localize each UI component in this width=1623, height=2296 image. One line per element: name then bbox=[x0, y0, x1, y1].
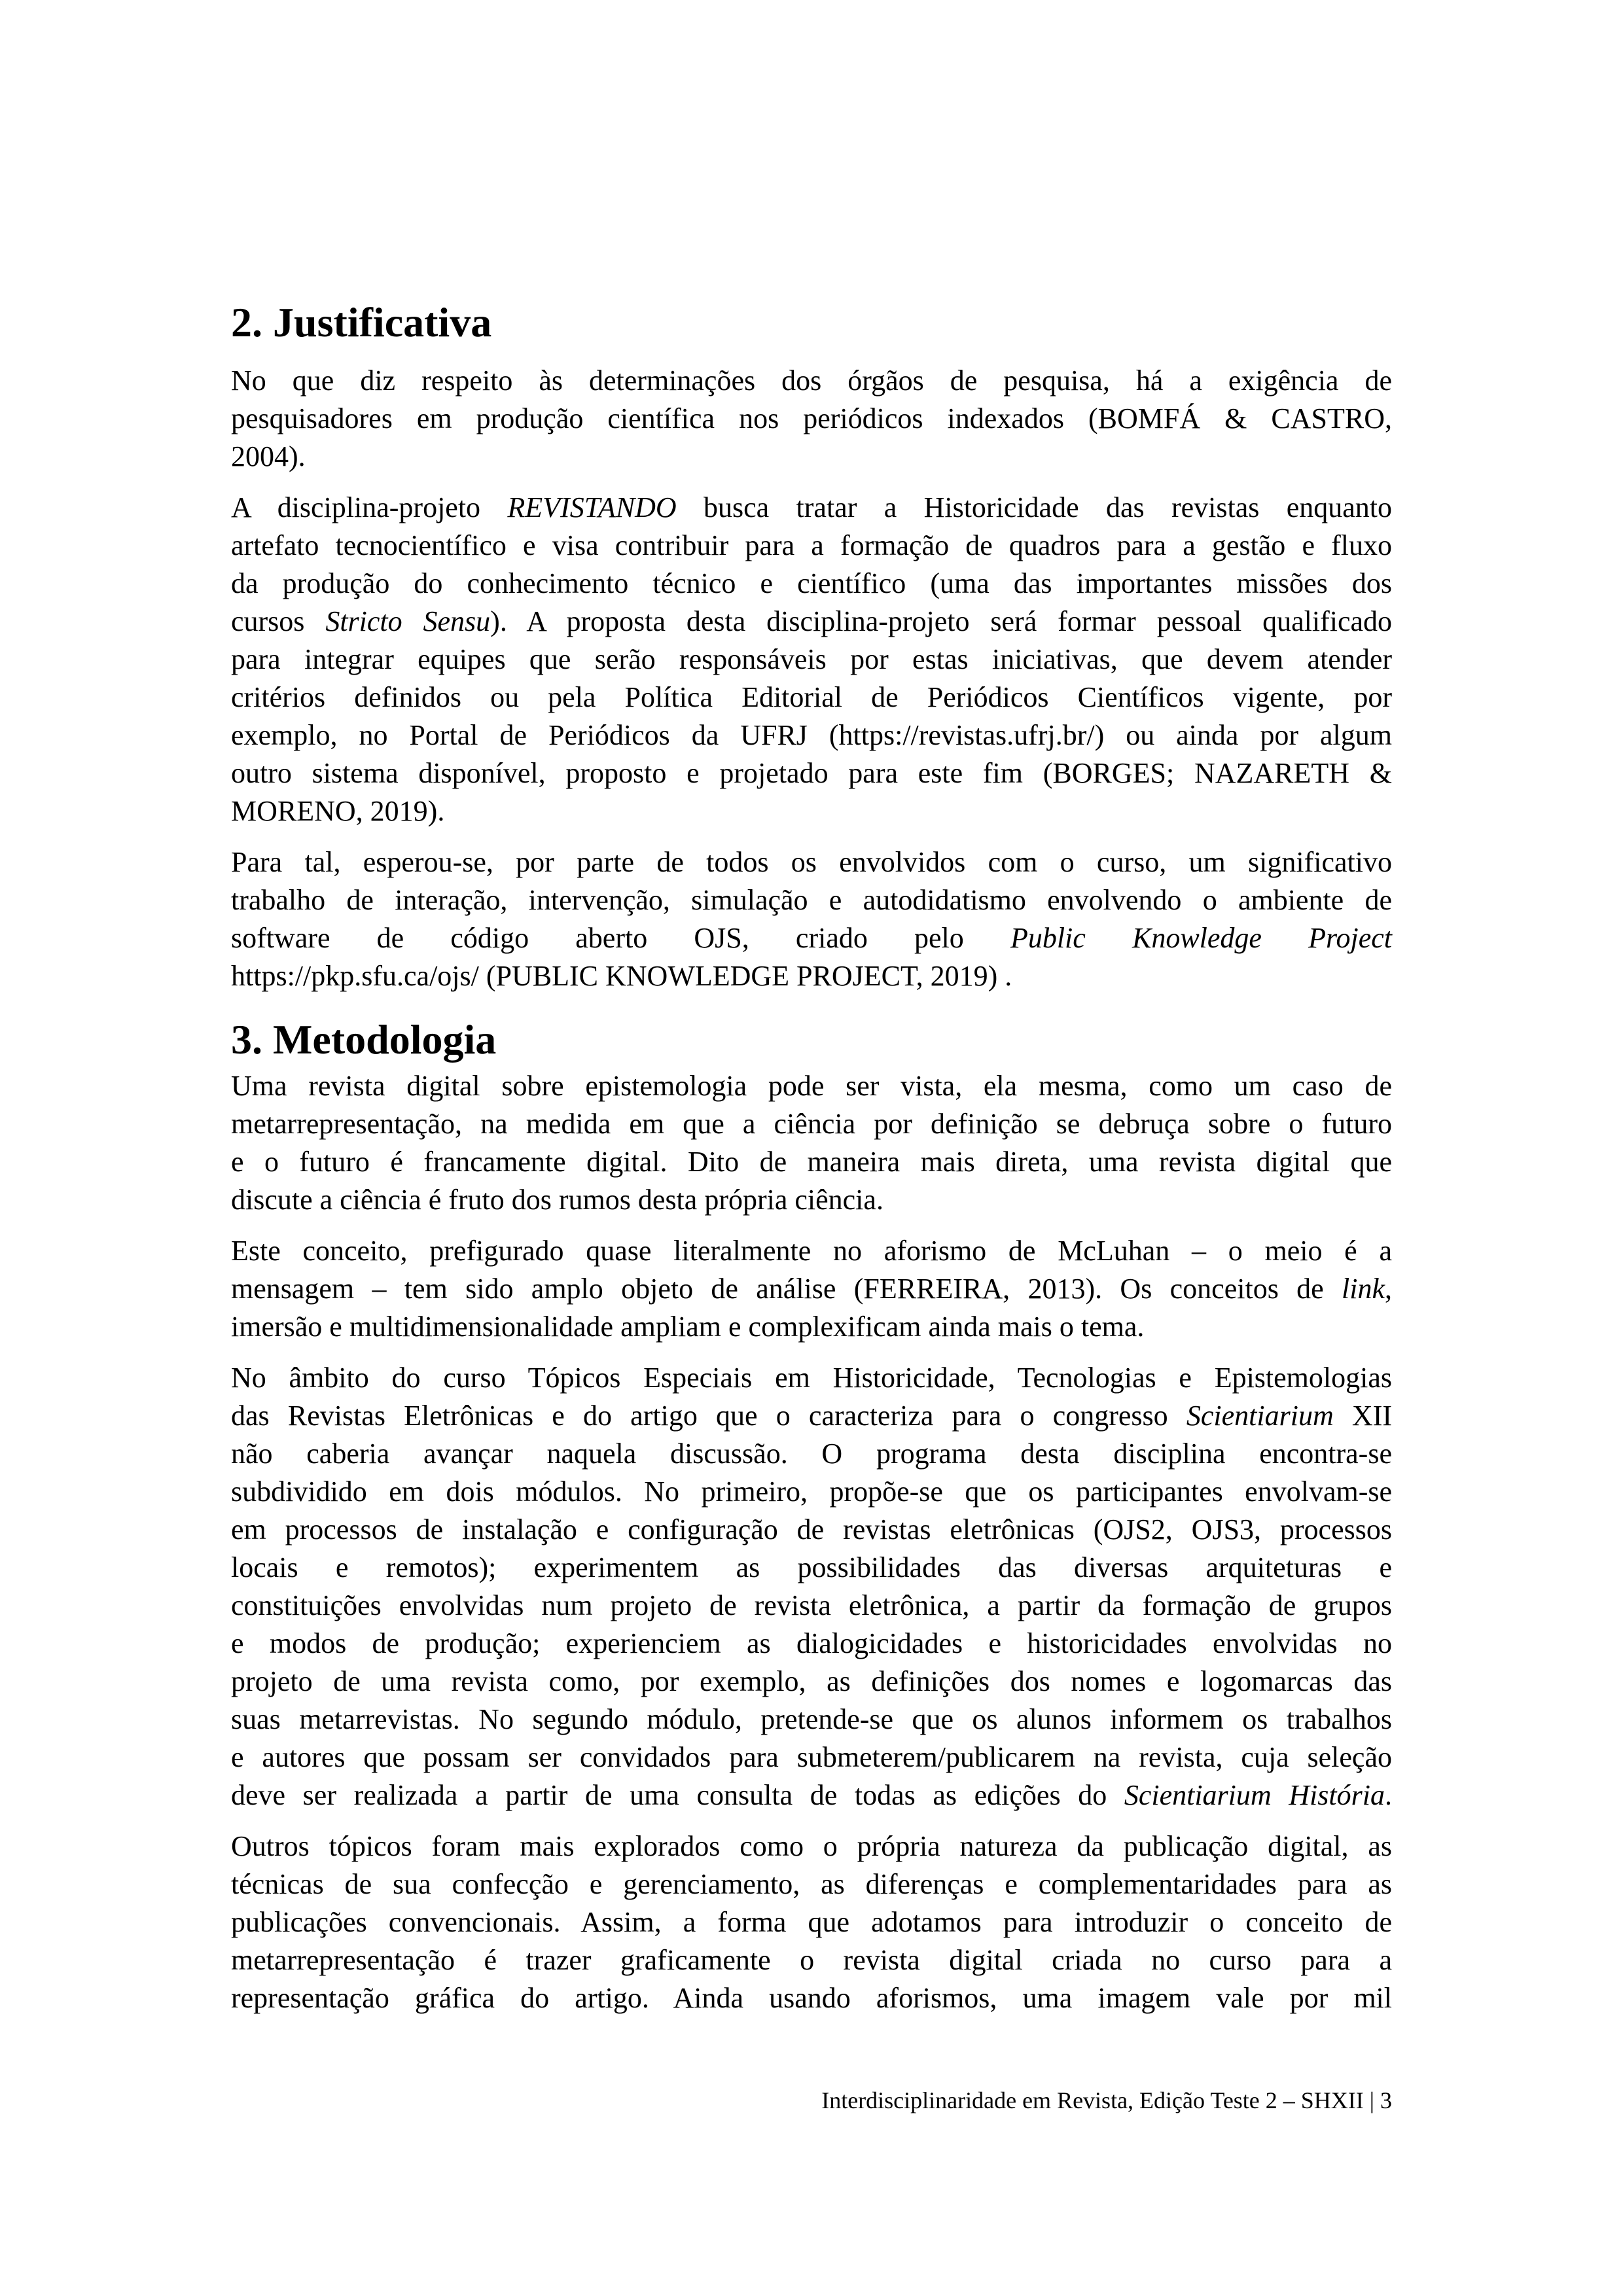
text-line: da produção do conhecimento técnico e científico (uma das importantes missões dos bbox=[231, 567, 1392, 599]
text-line: Uma revista digital sobre epistemologia pode ser vista, ela mesma, como um caso de bbox=[231, 1070, 1392, 1102]
text-line: metarrepresentação é trazer graficamente o revista digital criada no curso para a bbox=[231, 1944, 1392, 1976]
text-line: artefato tecnocientífico e visa contribuir para a formação de quadros para a gestão e fluxo bbox=[231, 529, 1392, 561]
text-line: e autores que possam ser convidados para submeterem/publicarem na revista, cuja seleção bbox=[231, 1741, 1392, 1773]
text-line: representação gráfica do artigo. Ainda usando aforismos, uma imagem vale por mil bbox=[231, 1982, 1392, 2014]
text-line: Para tal, esperou-se, por parte de todos os envolvidos com o curso, um significativo bbox=[231, 846, 1392, 878]
section-heading: 2. Justificativa bbox=[231, 299, 492, 345]
text-line: das Revistas Eletrônicas e do artigo que o caracteriza para o congresso Scientiarium XII bbox=[231, 1400, 1392, 1432]
section-heading: 3. Metodologia bbox=[231, 1016, 497, 1063]
text-line: Outros tópicos foram mais explorados como o própria natureza da publicação digital, as bbox=[231, 1830, 1392, 1862]
text-line: e o futuro é francamente digital. Dito de maneira mais direta, uma revista digital que bbox=[231, 1146, 1392, 1178]
text-line: constituições envolvidas num projeto de revista eletrônica, a partir da formação de grupos bbox=[231, 1589, 1392, 1621]
paragraph bbox=[231, 1232, 1392, 1346]
text-line: outro sistema disponível, proposto e projetado para este fim (BORGES; NAZARETH & bbox=[231, 757, 1392, 789]
text-line: 2004). bbox=[231, 440, 306, 472]
text-line: Este conceito, prefigurado quase literalmente no aforismo de McLuhan – o meio é a bbox=[231, 1235, 1392, 1267]
text-line: https://pkp.sfu.ca/ojs/ (PUBLIC KNOWLEDGE PROJECT, 2019) . bbox=[231, 960, 1012, 992]
text-line: publicações convencionais. Assim, a forma que adotamos para introduzir o conceito de bbox=[231, 1906, 1392, 1938]
text-line: para integrar equipes que serão responsáveis por estas iniciativas, que devem atender bbox=[231, 643, 1392, 675]
page-footer: Interdisciplinaridade em Revista, Edição Teste 2 – SHXII | 3 bbox=[821, 2087, 1392, 2113]
text-line: No âmbito do curso Tópicos Especiais em Historicidade, Tecnologias e Epistemologias bbox=[231, 1362, 1392, 1394]
text-line: deve ser realizada a partir de uma consulta de todas as edições do Scientiarium História. bbox=[231, 1779, 1392, 1811]
text-line: subdividido em dois módulos. No primeiro, propõe-se que os participantes envolvam-se bbox=[231, 1475, 1392, 1508]
text-line: em processos de instalação e configuração de revistas eletrônicas (OJS2, OJS3, processos bbox=[231, 1513, 1392, 1545]
text-line: suas metarrevistas. No segundo módulo, pretende-se que os alunos informem os trabalhos bbox=[231, 1703, 1392, 1735]
text-line: A disciplina-projeto REVISTANDO busca tratar a Historicidade das revistas enquanto bbox=[231, 491, 1392, 523]
text-line: exemplo, no Portal de Periódicos da UFRJ (https://revistas.ufrj.br/) ou ainda por algum bbox=[231, 719, 1392, 751]
paragraph bbox=[231, 843, 1392, 995]
text-line: mensagem – tem sido amplo objeto de análise (FERREIRA, 2013). Os conceitos de link, bbox=[231, 1273, 1392, 1305]
text-line: imersão e multidimensionalidade ampliam e complexificam ainda mais o tema. bbox=[231, 1311, 1145, 1343]
text-line: MORENO, 2019). bbox=[231, 795, 445, 827]
text-line: locais e remotos); experimentem as possibilidades das diversas arquiteturas e bbox=[231, 1551, 1392, 1583]
paragraph bbox=[231, 362, 1392, 476]
text-line: trabalho de interação, intervenção, simulação e autodidatismo envolvendo o ambiente de bbox=[231, 884, 1392, 916]
paragraph bbox=[231, 489, 1392, 830]
text-line: pesquisadores em produção científica nos periódicos indexados (BOMFÁ & CASTRO, bbox=[231, 402, 1392, 434]
text-line: software de código aberto OJS, criado pelo Public Knowledge Project bbox=[231, 922, 1392, 954]
text-line: critérios definidos ou pela Política Editorial de Periódicos Científicos vigente, por bbox=[231, 681, 1392, 713]
paragraph bbox=[231, 1067, 1392, 1219]
document-body bbox=[231, 295, 1392, 2017]
text-line: No que diz respeito às determinações dos órgãos de pesquisa, há a exigência de bbox=[231, 364, 1392, 397]
text-line: e modos de produção; experienciem as dialogicidades e historicidades envolvidas no bbox=[231, 1627, 1392, 1659]
text-line: projeto de uma revista como, por exemplo, as definições dos nomes e logomarcas das bbox=[231, 1665, 1392, 1697]
text-line: não caberia avançar naquela discussão. O programa desta disciplina encontra-se bbox=[231, 1438, 1392, 1470]
text-line: cursos Stricto Sensu). A proposta desta disciplina-projeto será formar pessoal qualificado bbox=[231, 605, 1393, 637]
paragraph bbox=[231, 1828, 1392, 2017]
text-line: técnicas de sua confecção e gerenciamento, as diferenças e complementaridades para as bbox=[231, 1868, 1392, 1900]
paragraph bbox=[231, 1359, 1392, 1814]
text-line: discute a ciência é fruto dos rumos desta própria ciência. bbox=[231, 1184, 883, 1216]
text-line: metarrepresentação, na medida em que a ciência por definição se debruça sobre o futuro bbox=[231, 1108, 1392, 1140]
